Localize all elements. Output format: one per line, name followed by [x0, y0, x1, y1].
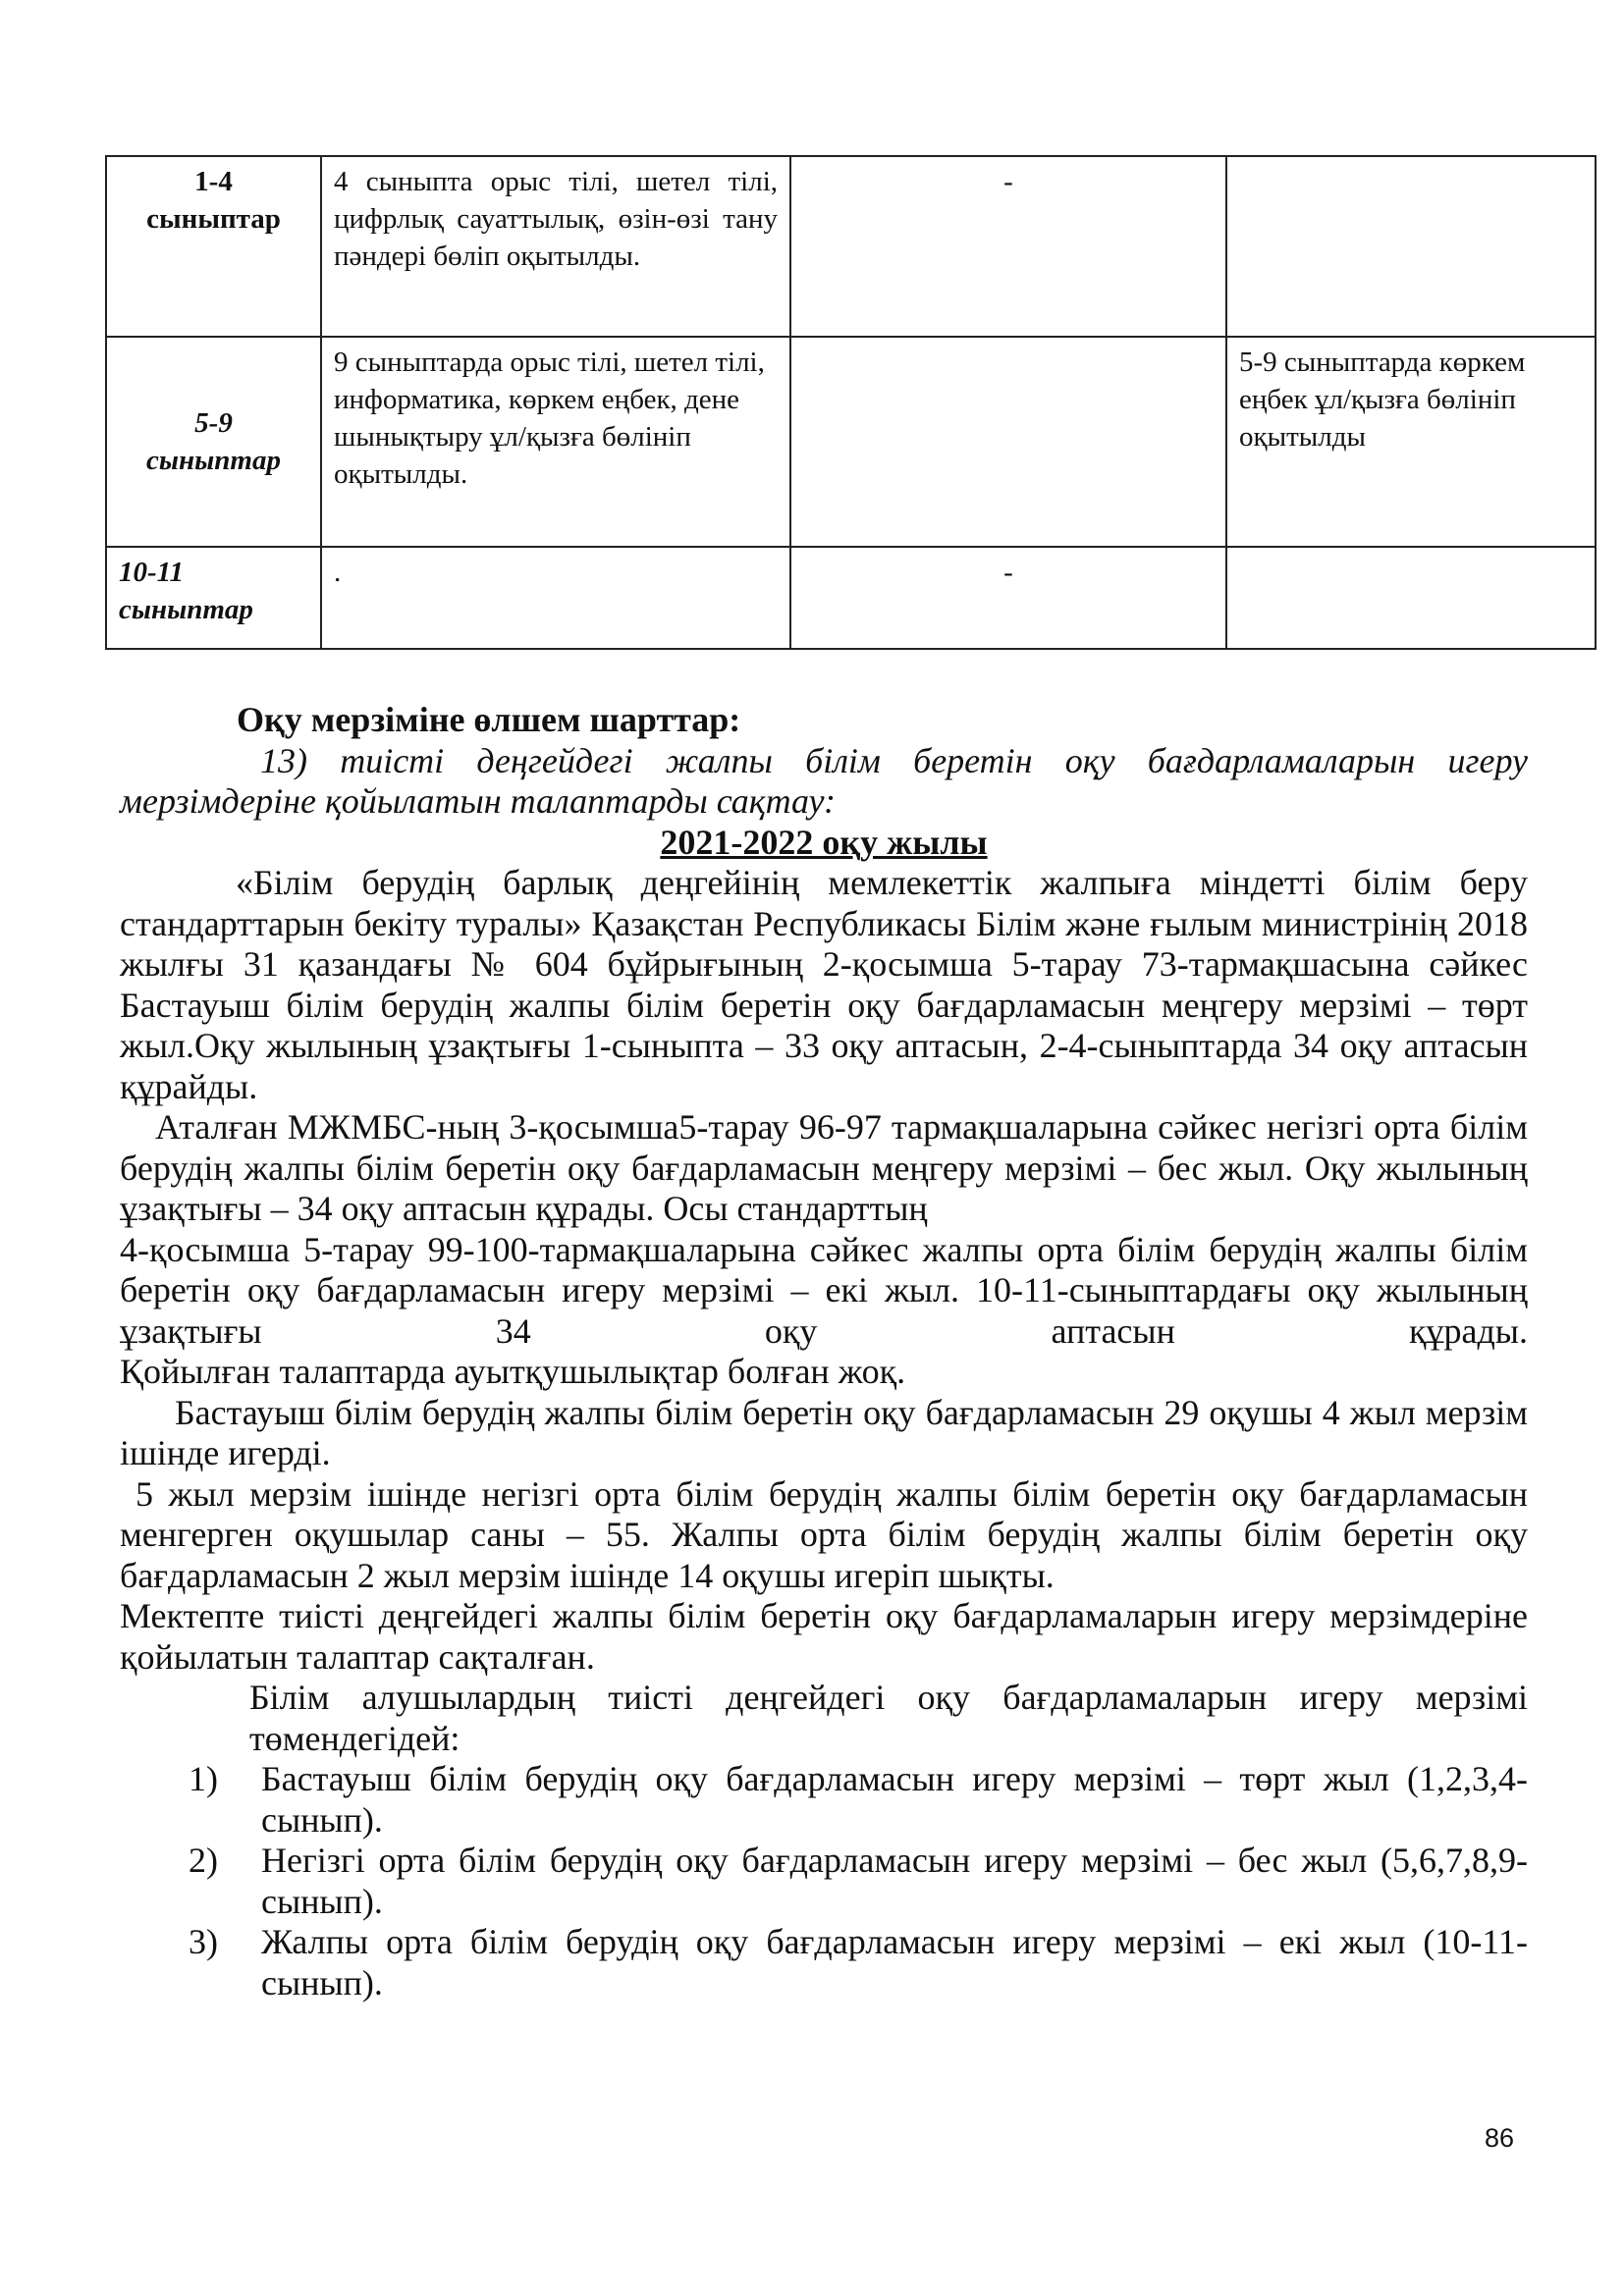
paragraph: Аталған МЖМБС-ның 3-қосымша5-тарау 96-97 тармақшаларына сәйкес негізгі орта білім берудің жалпы білім беретін оқу бағдарламасын меңгеру мерзімі – бес жыл. Оқу жылының ұзақтығы – 34 оқу аптасын құрады. Осы стандарттың: [120, 1107, 1528, 1228]
paragraph: 4-қосымша 5-тарау 99-100-тармақшаларына сәйкес жалпы орта білім берудің жалпы білім беретін оқу бағдарламасын игеру мерзімі – екі жыл. 10-11-сыныптардағы оқу жылының ұзақтығы 34 оқу аптасын құрады.: [120, 1229, 1528, 1351]
table-row: [106, 337, 1596, 547]
list-item: 3) Жалпы орта білім берудің оқу бағдарламасын игеру мерзімі – екі жыл (10-11-сынып).: [189, 1922, 1528, 2002]
paragraph: Бастауыш білім берудің жалпы білім беретін оқу бағдарламасын 29 оқушы 4 жыл мерзім ішінде игерді.: [120, 1392, 1528, 1472]
grade-table: [105, 155, 1597, 650]
paragraph: 5 жыл мерзім ішінде негізгі орта білім берудің жалпы білім беретін оқу бағдарламасын менгерген оқушылар саны – 55. Жалпы орта білім берудің жалпы білім беретін оқу бағдарламасын 2 жыл мерзім ішінде 14 оқушы игеріп шықты.: [120, 1473, 1528, 1595]
grade-cell: 1-4 сыныптар: [106, 156, 321, 337]
criterion-text: 13) тиісті деңгейдегі жалпы білім беретін оқу бағдарламаларын игеру мерзімдеріне қойылатын талаптарды сақтау:: [120, 740, 1528, 821]
list-item: 1) Бастауыш білім берудің оқу бағдарламасын игеру мерзімі – төрт жыл (1,2,3,4-сынып).: [189, 1759, 1528, 1840]
paragraph: Мектепте тиісті деңгейдегі жалпы білім беретін оқу бағдарламаларын игеру мерзімдеріне қойылатын талаптар сақталған.: [120, 1596, 1528, 1677]
table-cell: [1226, 156, 1596, 337]
table-cell: [1226, 547, 1596, 649]
table-cell: .: [321, 547, 790, 649]
section-heading: Оқу мерзіміне өлшем шарттар:: [237, 700, 741, 739]
table-cell: 9 сыныптарда орыс тілі, шетел тілі, информатика, көркем еңбек, дене шынықтыру ұл/қызға бөлініп оқытылды.: [321, 337, 790, 547]
grade-cell: 10-11 сыныптар: [106, 547, 321, 649]
table-cell: -: [790, 156, 1226, 337]
table-cell: 4 сыныпта орыс тілі, шетел тілі, цифрлық сауаттылық, өзін-өзі тану пәндері бөліп оқытылды.: [321, 156, 790, 337]
table-cell: [790, 337, 1226, 547]
duration-list: [120, 1759, 1528, 2003]
table-cell: -: [790, 547, 1226, 649]
grade-cell: 5-9 сыныптар: [106, 337, 321, 547]
paragraph: «Білім берудің барлық деңгейінің мемлекеттік жалпыға міндетті білім беру стандарттарын бекіту туралы» Қазақстан Республикасы Білім және ғылым министрінің 2018 жылғы 31 қазандағы № 604 бұйрығының 2-қосымша 5-тарау 73-тармақшасына сәйкес Бастауыш білім берудің жалпы білім беретін оқу бағдарламасын меңгеру мерзімі – төрт жыл.Оқу жылының ұзақтығы 1-сыныпта – 33 оқу аптасын, 2-4-сыныптарда 34 оқу аптасын құрайды.: [120, 863, 1528, 1106]
document-body: [120, 700, 1528, 2003]
year-title: 2021-2022 оқу жылы: [660, 822, 988, 862]
paragraph: Қойылған талаптарда ауытқушылықтар болған жоқ.: [120, 1352, 906, 1391]
list-item: 2) Негізгі орта білім берудің оқу бағдарламасын игеру мерзімі – бес жыл (5,6,7,8,9-сынып).: [189, 1841, 1528, 1921]
page-number: 86: [1484, 2123, 1514, 2153]
list-intro: Білім алушылардың тиісті деңгейдегі оқу бағдарламаларын игеру мерзімі төмендегідей:: [249, 1678, 1528, 1758]
table-row: [106, 156, 1596, 337]
table-row: [106, 547, 1596, 649]
table-cell: 5-9 сыныптарда көркем еңбек ұл/қызға бөлініп оқытылды: [1226, 337, 1596, 547]
